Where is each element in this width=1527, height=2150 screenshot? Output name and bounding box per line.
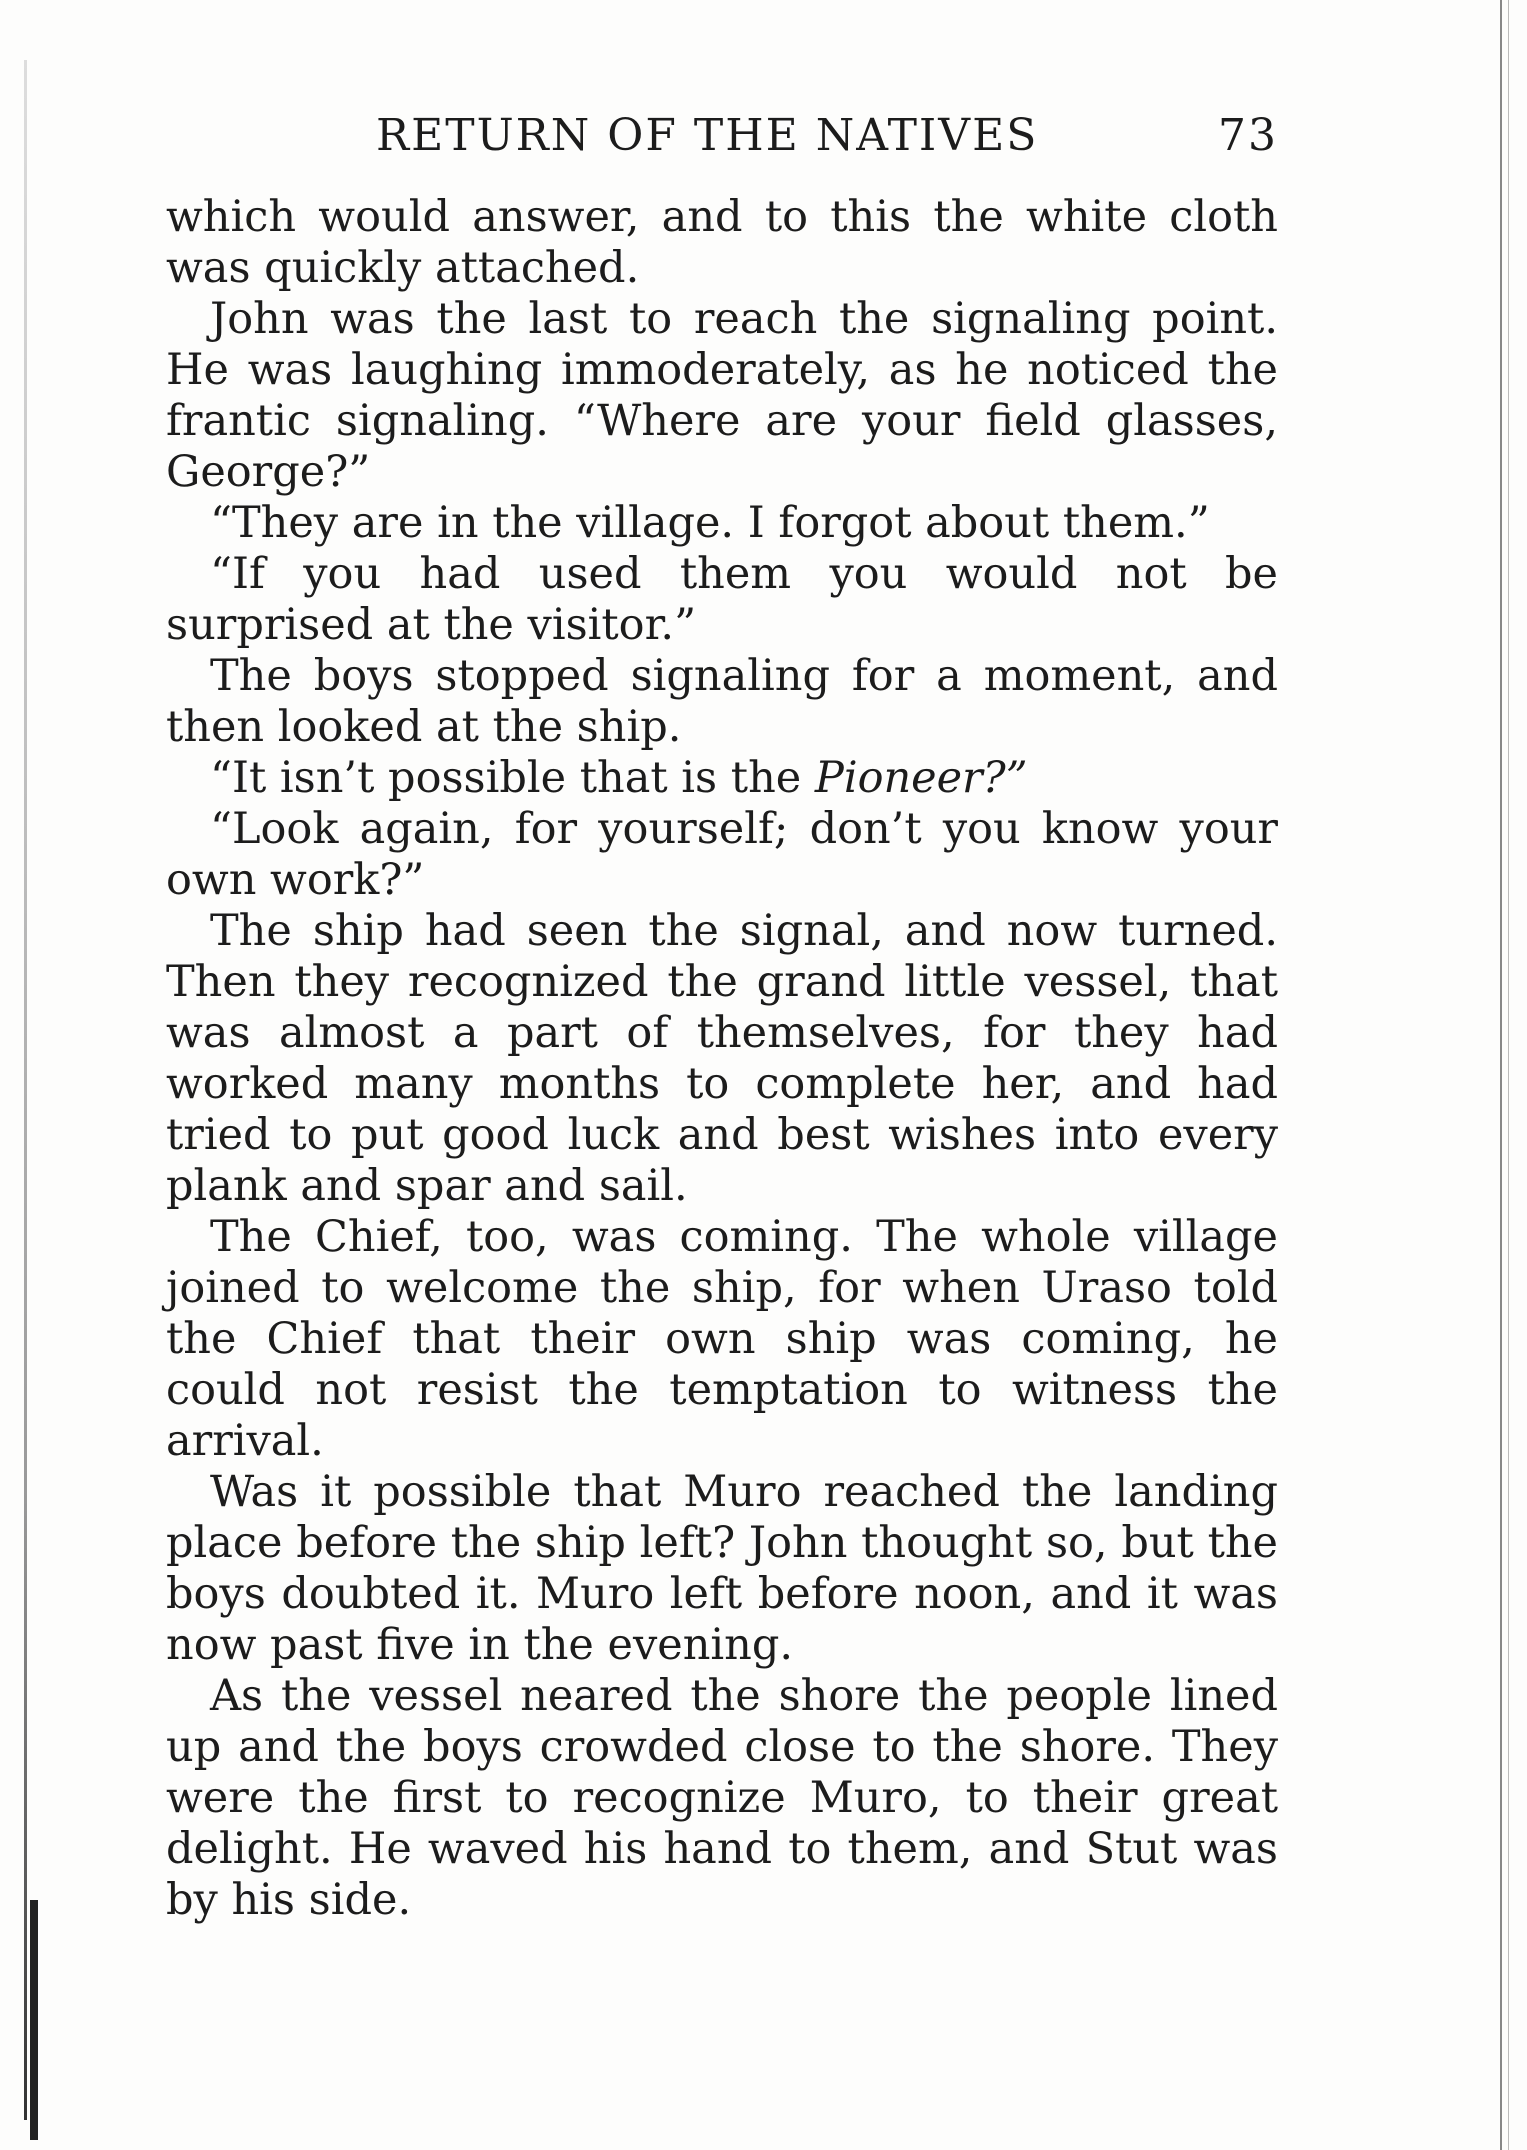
page-header [166, 110, 1278, 170]
paragraph: The boys stopped signaling for a moment, and then looked at the ship. [166, 651, 1278, 752]
paragraph: Was it possible that Muro reached the landing place before the ship left? John thought so, but the boys doubted it. Muro left before noon, and it was now past five in the evening. [166, 1467, 1278, 1670]
page-edge-right-inner [1508, 0, 1509, 2150]
paragraph-text: “It isn’t possible that is the [210, 753, 815, 803]
paragraph [166, 753, 1278, 804]
ship-name-italic: Pioneer?” [814, 753, 1028, 803]
page-number: 73 [1218, 110, 1278, 161]
body-text [166, 192, 1278, 1926]
page-edge-binding [30, 1900, 38, 2140]
paragraph: As the vessel neared the shore the people lined up and the boys crowded close to the shore. They were the first to recognize Muro, to their great delight. He waved his hand to them, and Stut was by his side. [166, 1671, 1278, 1925]
page-edge-shadow-left [24, 60, 27, 2120]
paragraph: The Chief, too, was coming. The whole village joined to welcome the ship, for when Uraso told the Chief that their own ship was coming, he could not resist the temptation to witness the arrival. [166, 1212, 1278, 1466]
paragraph: “If you had used them you would not be surprised at the visitor.” [166, 549, 1278, 650]
running-head: RETURN OF THE NATIVES [376, 110, 1039, 161]
page-edge-right [1500, 0, 1502, 2150]
paragraph: John was the last to reach the signaling point. He was laughing immoderately, as he noticed the frantic signaling. “Where are your field glasses, George?” [166, 294, 1278, 497]
paragraph: “Look again, for yourself; don’t you know your own work?” [166, 804, 1278, 905]
page-content [166, 110, 1278, 1926]
paragraph: The ship had seen the signal, and now turned. Then they recognized the grand little vessel, that was almost a part of themselves, for they had worked many months to complete her, and had tried to put good luck and best wishes into every plank and spar and sail. [166, 906, 1278, 1211]
paragraph: which would answer, and to this the white cloth was quickly attached. [166, 192, 1278, 293]
paragraph: “They are in the village. I forgot about them.” [210, 498, 1210, 548]
